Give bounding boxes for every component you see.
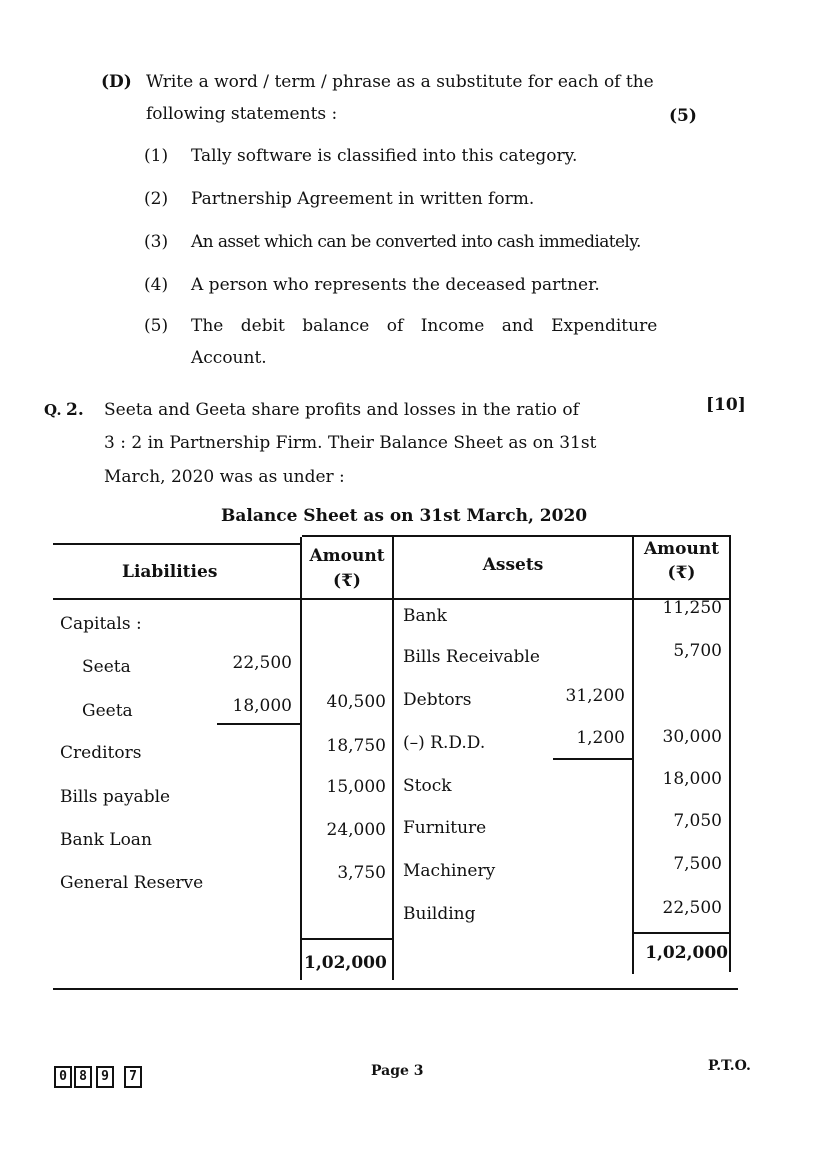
asset-building: Building <box>403 904 476 924</box>
liability-seeta: Seeta <box>82 657 131 677</box>
asset-debtors: Debtors <box>403 690 472 710</box>
question-marks: [10] <box>706 395 746 415</box>
asset-rdd: (–) R.D.D. <box>403 733 486 753</box>
liability-capitals: Capitals : <box>60 614 142 634</box>
table-top-border <box>53 543 302 545</box>
liability-bills-payable: Bills payable <box>60 787 171 807</box>
rdd-amount: 1,200 <box>576 728 625 748</box>
seeta-capital-amount: 22,500 <box>232 653 292 673</box>
column-divider <box>632 537 634 974</box>
column-divider <box>392 537 394 980</box>
question-line3: March, 2020 was as under : <box>104 467 345 487</box>
bills-payable-amount: 15,000 <box>326 777 386 797</box>
subtotal-rule <box>553 758 632 760</box>
question-line1: Seeta and Geeta share profits and losses in the ratio of <box>104 400 579 420</box>
building-amount: 22,500 <box>662 898 722 918</box>
balance-sheet-title: Balance Sheet as on 31st March, 2020 <box>221 506 588 526</box>
code-digit: 9 <box>96 1066 114 1088</box>
code-digit: 8 <box>74 1066 92 1088</box>
machinery-amount: 7,500 <box>673 854 722 874</box>
header-liabilities: Liabilities <box>122 562 218 582</box>
question-number: 2. <box>66 400 84 420</box>
question-line2: 3 : 2 in Partnership Firm. Their Balance Sheet as on 31st <box>104 433 597 453</box>
liability-creditors: Creditors <box>60 743 142 763</box>
capital-total-amount: 40,500 <box>326 692 386 712</box>
liability-general-reserve: General Reserve <box>60 873 204 893</box>
general-reserve-amount: 3,750 <box>337 863 386 883</box>
table-bottom-border <box>53 988 738 990</box>
stock-amount: 18,000 <box>662 769 722 789</box>
geeta-capital-amount: 18,000 <box>232 696 292 716</box>
item-number: (4) <box>144 275 169 295</box>
item-number: (5) <box>144 316 169 336</box>
asset-bills-receivable: Bills Receivable <box>403 647 540 667</box>
liabilities-total: 1,02,000 <box>304 953 387 973</box>
bills-receivable-amount: 5,700 <box>673 641 722 661</box>
item-number: (3) <box>144 232 169 252</box>
section-intro-line1: Write a word / term / phrase as a substitute for each of the <box>146 72 654 92</box>
subtotal-rule <box>217 723 300 725</box>
item-number: (2) <box>144 189 169 209</box>
code-digit: 7 <box>124 1066 142 1088</box>
pto-label: P.T.O. <box>708 1058 751 1074</box>
asset-machinery: Machinery <box>403 861 496 881</box>
item-text: Partnership Agreement in written form. <box>191 189 535 209</box>
liability-geeta: Geeta <box>82 701 133 721</box>
item-text-line1: The debit balance of Income and Expenditure <box>191 316 658 336</box>
total-rule <box>300 938 394 940</box>
header-amount: Amount <box>643 539 720 559</box>
bank-loan-amount: 24,000 <box>326 820 386 840</box>
total-rule <box>632 932 731 934</box>
item-text: An asset which can be converted into cash immediately. <box>191 232 641 252</box>
asset-furniture: Furniture <box>403 818 487 838</box>
debtors-gross-amount: 31,200 <box>565 686 625 706</box>
item-text: A person who represents the deceased partner. <box>191 275 600 295</box>
header-assets: Assets <box>482 555 544 575</box>
page-number: Page 3 <box>371 1063 424 1079</box>
assets-total: 1,02,000 <box>645 943 728 963</box>
item-text: Tally software is classified into this category. <box>191 146 578 166</box>
question-prefix: Q. <box>44 401 62 419</box>
column-divider <box>300 537 302 980</box>
item-text-line2: Account. <box>191 348 267 368</box>
header-rupee: (₹) <box>667 563 696 583</box>
section-label: (D) <box>101 72 132 92</box>
header-amount: Amount <box>309 546 385 566</box>
creditors-amount: 18,750 <box>326 736 386 756</box>
furniture-amount: 7,050 <box>673 811 722 831</box>
asset-stock: Stock <box>403 776 452 796</box>
code-digit: 0 <box>54 1066 72 1088</box>
liability-bank-loan: Bank Loan <box>60 830 152 850</box>
table-top-border <box>302 535 731 537</box>
section-intro-line2: following statements : <box>146 104 338 124</box>
section-marks: (5) <box>669 106 697 126</box>
debtors-net-amount: 30,000 <box>662 727 722 747</box>
column-divider <box>729 535 731 972</box>
header-rupee: (₹) <box>333 571 361 591</box>
item-number: (1) <box>144 146 169 166</box>
asset-bank: Bank <box>403 606 447 626</box>
bank-amount: 11,250 <box>662 598 722 618</box>
